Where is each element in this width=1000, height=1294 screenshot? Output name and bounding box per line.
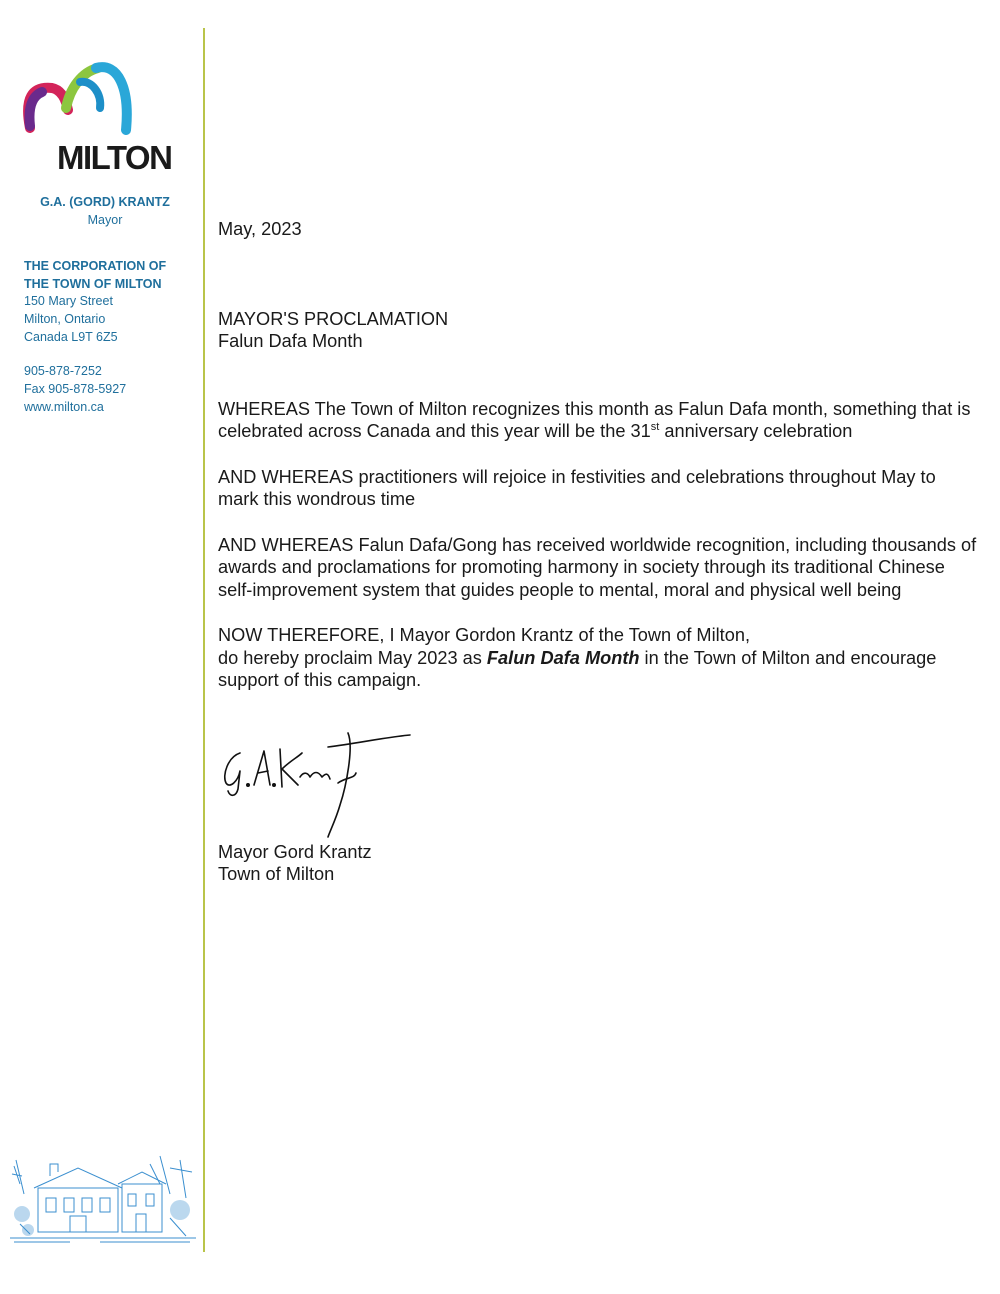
mayor-name: G.A. (GORD) KRANTZ	[40, 195, 170, 209]
proclamation-heading: MAYOR'S PROCLAMATION	[218, 308, 449, 329]
whereas-1-text-end: anniversary celebration	[659, 421, 853, 441]
vertical-divider	[203, 28, 205, 1252]
letter-date: May, 2023	[218, 219, 302, 239]
now-therefore-line-2: do hereby proclaim May 2023 as	[218, 647, 487, 668]
whereas-paragraph-3: AND WHEREAS Falun Dafa/Gong has received worldwide recognition, including thousands of awards and proclamations for promoting harmony in society through its traditional Chinese self-improvement system that guides people to mental, moral and physical well being	[218, 534, 977, 600]
fax-number: Fax 905-878-5927	[24, 382, 127, 396]
now-therefore-line-2-end: in the Town of Milton and encourage support of this campaign.	[218, 647, 937, 690]
now-therefore-paragraph	[218, 624, 978, 692]
mailing-address	[24, 292, 118, 346]
handwritten-signature	[218, 727, 418, 847]
proclamation-emphasis: Falun Dafa Month	[486, 647, 640, 668]
now-therefore-line-1: NOW THEREFORE, I Mayor Gordon Krantz of the Town of Milton,	[218, 625, 750, 645]
address-line-1: 150 Mary Street	[24, 294, 113, 308]
signer-organization: Town of Milton	[218, 864, 335, 884]
mayor-title: Mayor	[87, 213, 123, 227]
phone-number: 905-878-7252	[24, 364, 102, 378]
milton-wordmark: MILTON	[57, 139, 172, 176]
ordinal-suffix: st	[650, 421, 660, 433]
letter-body	[218, 218, 978, 886]
whereas-paragraph-2: AND WHEREAS practitioners will rejoice in festivities and celebrations throughout May to mark this wondrous time	[218, 466, 936, 509]
town-hall-sketch-icon	[10, 1154, 196, 1246]
whereas-1-text: WHEREAS The Town of Milton recognizes this month as Falun Dafa month, something that is celebrated across Canada and this year will be the 31	[218, 398, 971, 441]
proclamation-heading-block	[218, 308, 978, 353]
proclamation-subheading: Falun Dafa Month	[218, 331, 363, 351]
address-line-2: Milton, Ontario	[24, 312, 106, 326]
corporation-name	[24, 257, 166, 293]
address-line-3: Canada L9T 6Z5	[24, 330, 118, 344]
corporation-line-1: THE CORPORATION OF	[24, 259, 167, 273]
letterhead-sidebar	[0, 0, 204, 1294]
signer-name: Mayor Gord Krantz	[218, 841, 372, 862]
milton-logo-icon	[22, 58, 134, 142]
contact-info	[24, 362, 126, 416]
whereas-paragraph-1	[218, 398, 978, 443]
corporation-line-2: THE TOWN OF MILTON	[24, 277, 162, 291]
website-link[interactable]: www.milton.ca	[24, 400, 104, 414]
